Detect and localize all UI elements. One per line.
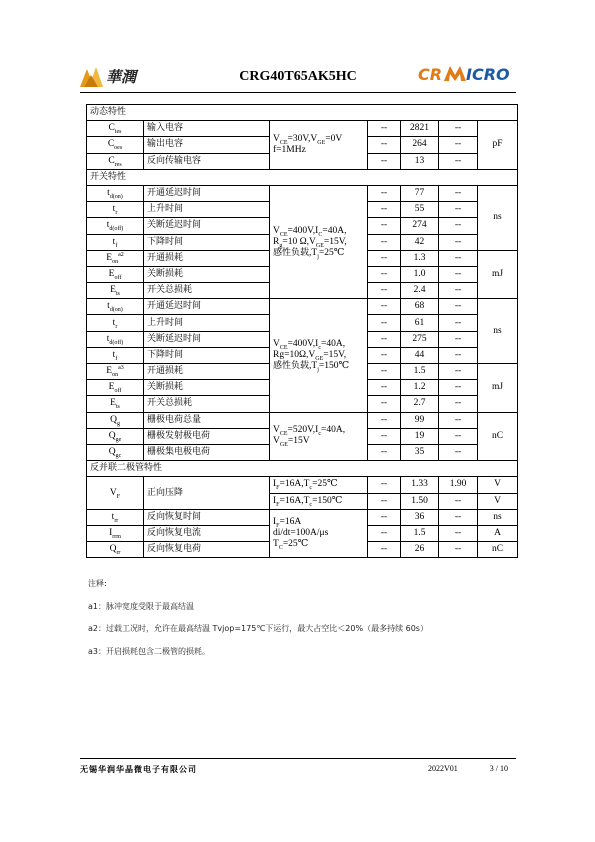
table-row: [87, 299, 518, 315]
min-value: --: [368, 347, 401, 363]
max-value: 1.90: [439, 477, 478, 493]
notes-heading: 注释:: [88, 579, 107, 588]
max-value: --: [439, 542, 478, 558]
typ-value: 26: [401, 542, 439, 558]
crmicro-logo: [418, 63, 516, 85]
typ-value: 13: [401, 153, 439, 169]
max-value: --: [439, 331, 478, 347]
symbol-td-on: $t_{d(on)}$: [87, 299, 144, 315]
min-value: --: [368, 218, 401, 234]
typ-value: 44: [401, 347, 439, 363]
max-value: --: [439, 525, 478, 541]
cond-switching-25c: $V_{CE}=400V,I_C=40A$, $R_g=10$ $\Omega,V_{GE}=15V$, 感性负载$,T_j=25℃$: [270, 185, 368, 298]
max-value: --: [439, 121, 478, 137]
param-name: 关断延迟时间: [144, 218, 270, 234]
section-row: [87, 461, 518, 477]
typ-value: 61: [401, 315, 439, 331]
typ-value: 2.4: [401, 283, 439, 299]
unit-cell: nC: [478, 412, 518, 461]
section-row: [87, 169, 518, 185]
symbol-qg: $Q_g$: [87, 412, 144, 428]
typ-value: 2.7: [401, 396, 439, 412]
min-value: --: [368, 493, 401, 509]
param-name: 开通延迟时间: [144, 185, 270, 201]
max-value: --: [439, 185, 478, 201]
max-value: --: [439, 266, 478, 282]
typ-value: 1.5: [401, 364, 439, 380]
note-a1: a1：脉冲宽度受限于最高结温: [88, 601, 194, 611]
max-value: --: [439, 396, 478, 412]
max-value: --: [439, 412, 478, 428]
cond-gate-charge: $V_{CE}=520V,I_c=40A$, $V_{GE}=15V$: [270, 412, 368, 461]
param-name: 正向压降: [144, 477, 270, 509]
min-value: --: [368, 364, 401, 380]
unit-cell: A: [478, 525, 518, 541]
cond-capacitance: $V_{CE}=30V,V_{GE}=0V$ f=1MHz: [270, 121, 368, 170]
param-name: 反向恢复电流: [144, 525, 270, 541]
max-value: --: [439, 444, 478, 460]
symbol-eon: $E_{on}^{a2}$: [87, 250, 144, 266]
min-value: --: [368, 121, 401, 137]
part-number-title: CRG40T65AK5HC: [239, 69, 357, 84]
typ-value: 1.33: [401, 477, 439, 493]
symbol-tr: $t_r$: [87, 202, 144, 218]
unit-cell: ns: [478, 185, 518, 250]
svg-text:華潤: 華潤: [106, 68, 137, 86]
unit-cell: ns: [478, 299, 518, 364]
min-value: --: [368, 477, 401, 493]
min-value: --: [368, 509, 401, 525]
symbol-tf: $t_f$: [87, 347, 144, 363]
param-name: 反向恢复时间: [144, 509, 270, 525]
unit-cell: V: [478, 477, 518, 493]
typ-value: 68: [401, 299, 439, 315]
cond-vf-150c: $I_F=16A,T_c=150℃$: [270, 493, 368, 509]
max-value: --: [439, 509, 478, 525]
param-name: 开关总损耗: [144, 283, 270, 299]
symbol-td-off: $t_{d(off)}$: [87, 218, 144, 234]
typ-value: 1.3: [401, 250, 439, 266]
typ-value: 35: [401, 444, 439, 460]
max-value: --: [439, 283, 478, 299]
typ-value: 1.5: [401, 525, 439, 541]
typ-value: 36: [401, 509, 439, 525]
typ-value: 1.0: [401, 266, 439, 282]
symbol-td-off: $t_{d(off)}$: [87, 331, 144, 347]
note-a3: a3：开启损耗包含二极管的损耗。: [88, 646, 210, 656]
unit-cell: mJ: [478, 250, 518, 299]
table-row: [87, 412, 518, 428]
page-number: 3 / 10: [489, 764, 508, 773]
unit-cell: mJ: [478, 364, 518, 413]
min-value: --: [368, 315, 401, 331]
min-value: --: [368, 250, 401, 266]
cond-vf-25c: $I_F=16A,T_c=25℃$: [270, 477, 368, 493]
symbol-qge: $Q_{ge}$: [87, 428, 144, 444]
header-rule: [80, 92, 516, 93]
symbol-qgc: $Q_{gc}$: [87, 444, 144, 460]
unit-cell: nC: [478, 542, 518, 558]
unit-cell: ns: [478, 509, 518, 525]
section-row: [87, 105, 518, 121]
cond-reverse-recovery: $I_F=16A$ di/dt=100A/μs $T_C=25℃$: [270, 509, 368, 558]
min-value: --: [368, 428, 401, 444]
param-name: 下降时间: [144, 234, 270, 250]
dynamic-characteristics-table: [86, 104, 518, 558]
param-name: 栅极集电极电荷: [144, 444, 270, 460]
symbol-td-on: $t_{d(on)}$: [87, 185, 144, 201]
min-value: --: [368, 542, 401, 558]
max-value: --: [439, 347, 478, 363]
max-value: --: [439, 493, 478, 509]
min-value: --: [368, 185, 401, 201]
param-name: 开通延迟时间: [144, 299, 270, 315]
typ-value: 99: [401, 412, 439, 428]
min-value: --: [368, 137, 401, 153]
symbol-ets: $E_{ts}$: [87, 396, 144, 412]
max-value: --: [439, 299, 478, 315]
param-name: 开通损耗: [144, 364, 270, 380]
typ-value: 55: [401, 202, 439, 218]
symbol-eoff: $E_{off}$: [87, 266, 144, 282]
param-name: 栅极电荷总量: [144, 412, 270, 428]
symbol-tf: $t_f$: [87, 234, 144, 250]
typ-value: 42: [401, 234, 439, 250]
svg-text:ICRO: ICRO: [466, 65, 510, 84]
typ-value: 1.50: [401, 493, 439, 509]
table-row: [87, 121, 518, 137]
min-value: --: [368, 153, 401, 169]
param-name: 关断损耗: [144, 380, 270, 396]
min-value: --: [368, 299, 401, 315]
max-value: --: [439, 315, 478, 331]
min-value: --: [368, 396, 401, 412]
symbol-eoff: $E_{off}$: [87, 380, 144, 396]
table-row: [87, 185, 518, 201]
section-diode: 反并联二极管特性: [87, 461, 518, 477]
max-value: --: [439, 250, 478, 266]
min-value: --: [368, 234, 401, 250]
typ-value: 274: [401, 218, 439, 234]
max-value: --: [439, 234, 478, 250]
note-a2: a2：过载工况时，允许在最高结温 Tvjop=175℃下运行，最大占空比＜20%（最多持续 60s）: [88, 624, 428, 633]
typ-value: 2821: [401, 121, 439, 137]
symbol-vf: $V_F$: [87, 477, 144, 509]
typ-value: 264: [401, 137, 439, 153]
notes: [88, 578, 518, 668]
page-footer: [80, 764, 516, 778]
symbol-ets: $E_{ts}$: [87, 283, 144, 299]
typ-value: 77: [401, 185, 439, 201]
unit-cell: V: [478, 493, 518, 509]
unit-cell: pF: [478, 121, 518, 170]
min-value: --: [368, 412, 401, 428]
company-name: 无锡华润华晶微电子有限公司: [80, 765, 197, 774]
document-version: 2022V01: [428, 764, 458, 773]
param-name: 开通损耗: [144, 250, 270, 266]
param-name: 下降时间: [144, 347, 270, 363]
min-value: --: [368, 525, 401, 541]
param-name: 反向传输电容: [144, 153, 270, 169]
max-value: --: [439, 364, 478, 380]
max-value: --: [439, 218, 478, 234]
typ-value: 19: [401, 428, 439, 444]
param-name: 关断延迟时间: [144, 331, 270, 347]
param-name: 输出电容: [144, 137, 270, 153]
typ-value: 275: [401, 331, 439, 347]
table-row: [87, 477, 518, 493]
footer-rule: [80, 758, 516, 759]
param-name: 反向恢复电荷: [144, 542, 270, 558]
param-name: 关断损耗: [144, 266, 270, 282]
typ-value: 1.2: [401, 380, 439, 396]
svg-text:CR: CR: [418, 65, 443, 84]
param-name: 开关总损耗: [144, 396, 270, 412]
min-value: --: [368, 380, 401, 396]
max-value: --: [439, 153, 478, 169]
symbol-irrm: $I_{rrm}$: [87, 525, 144, 541]
max-value: --: [439, 202, 478, 218]
section-dynamic: 动态特性: [87, 105, 518, 121]
max-value: --: [439, 428, 478, 444]
param-name: 栅极发射极电荷: [144, 428, 270, 444]
max-value: --: [439, 137, 478, 153]
symbol-trr: $t_{rr}$: [87, 509, 144, 525]
table-row: [87, 509, 518, 525]
page-header: [80, 57, 516, 91]
max-value: --: [439, 380, 478, 396]
symbol-eon: $E_{on}^{a3}$: [87, 364, 144, 380]
cond-switching-150c: $V_{CE}=400V,I_c=40A$, $Rg=10\Omega,V_{GE}=15V$, 感性负载$,T_j=150℃$: [270, 299, 368, 412]
min-value: --: [368, 202, 401, 218]
symbol-tr: $t_r$: [87, 315, 144, 331]
min-value: --: [368, 266, 401, 282]
min-value: --: [368, 283, 401, 299]
symbol-qrr: $Q_{rr}$: [87, 542, 144, 558]
param-name: 输入电容: [144, 121, 270, 137]
param-name: 上升时间: [144, 315, 270, 331]
symbol-cres: $C_{res}$: [87, 153, 144, 169]
min-value: --: [368, 444, 401, 460]
min-value: --: [368, 331, 401, 347]
symbol-coes: $C_{oes}$: [87, 137, 144, 153]
symbol-cies: $C_{ies}$: [87, 121, 144, 137]
param-name: 上升时间: [144, 202, 270, 218]
section-switching: 开关特性: [87, 169, 518, 185]
